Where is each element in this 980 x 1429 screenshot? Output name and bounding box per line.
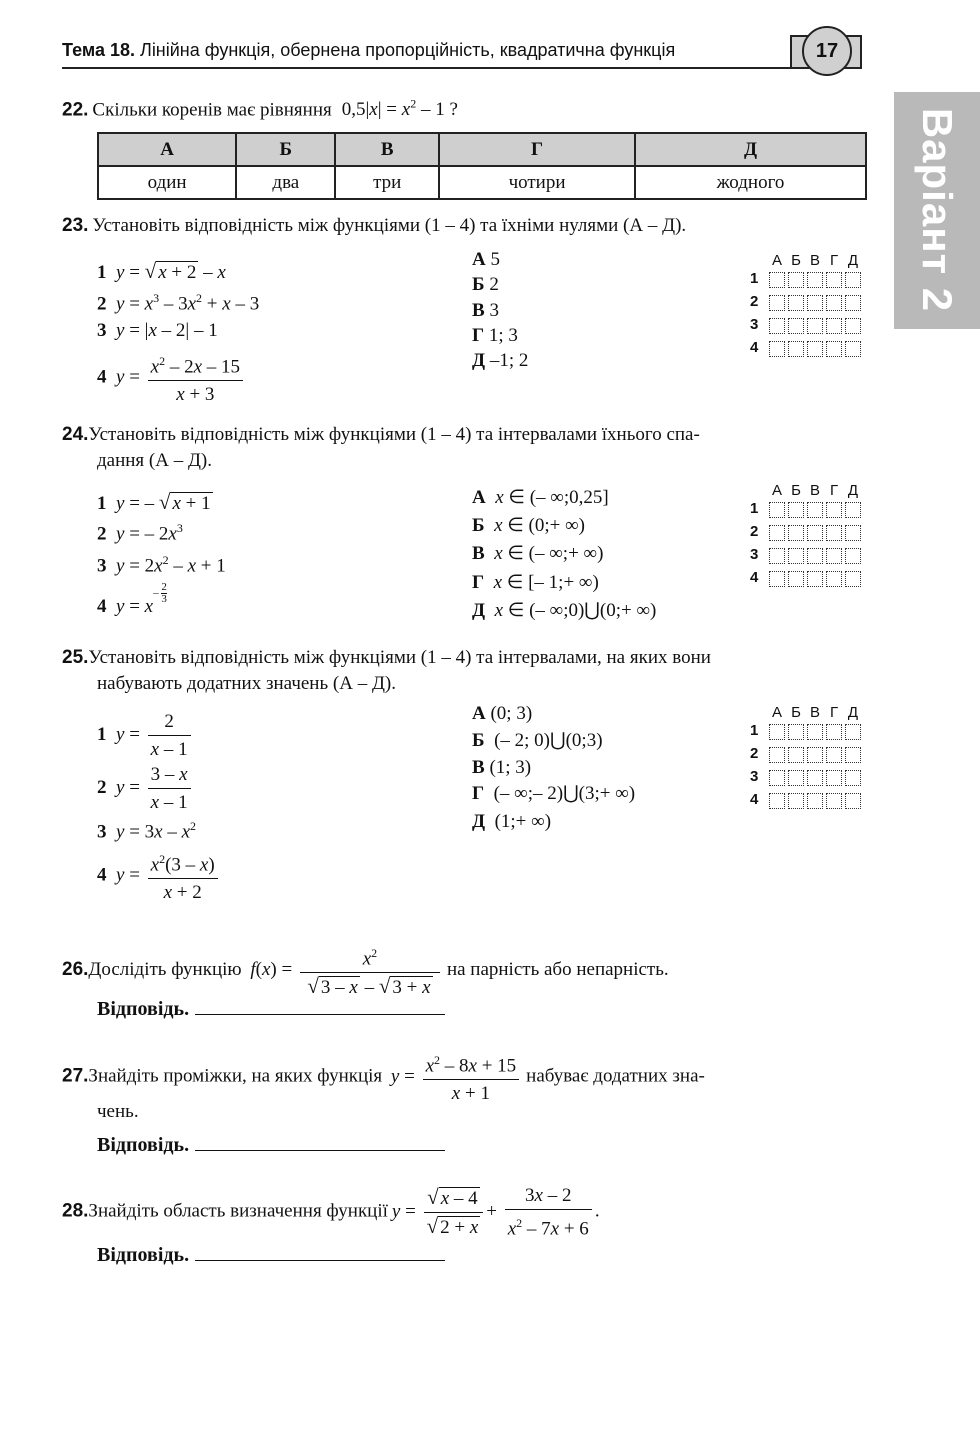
answer-checkbox[interactable] xyxy=(845,548,861,564)
option-24-v: В x ∈ (– ∞;+ ∞) xyxy=(472,543,604,564)
answer-checkbox[interactable] xyxy=(769,341,785,357)
answer-checkbox[interactable] xyxy=(826,770,842,786)
answer-checkbox[interactable] xyxy=(807,502,823,518)
function-25-2: 2 y = $\frac{3 - x}{x - 1}$ xyxy=(97,761,194,816)
question-text-after: набуває додатних зна- xyxy=(526,1065,705,1087)
answer-checkbox[interactable] xyxy=(807,341,823,357)
question-number: 25. xyxy=(62,647,89,668)
table-header: В xyxy=(335,133,439,166)
answer-checkbox[interactable] xyxy=(826,502,842,518)
answer-checkbox[interactable] xyxy=(769,272,785,288)
question-number: 28. xyxy=(62,1200,89,1222)
answer-checkbox[interactable] xyxy=(788,793,804,809)
option-24-g: Г x ∈ [– 1;+ ∞) xyxy=(472,572,599,593)
answer-checkbox[interactable] xyxy=(826,295,842,311)
question-27 xyxy=(62,1047,705,1107)
answer-line-27[interactable] xyxy=(97,1132,445,1157)
table-cell[interactable]: один xyxy=(98,166,236,199)
function-23-4: 4 y = $\frac{x^2 - 2x - 15}{x + 3}$ xyxy=(97,348,246,408)
topic-label: Тема 18. xyxy=(62,40,135,60)
function-24-1: 1 y = – √ x + 1 xyxy=(97,490,211,514)
variant-label: Варіант 2 xyxy=(914,107,961,313)
grid-column-label: Д xyxy=(847,252,859,269)
function-25-1: 1 y = $\frac{2}{x - 1}$ xyxy=(97,708,194,763)
table-header: А xyxy=(98,133,236,166)
answer-checkbox[interactable] xyxy=(769,525,785,541)
question-25 xyxy=(62,645,872,697)
answer-checkbox[interactable] xyxy=(769,770,785,786)
answer-checkbox[interactable] xyxy=(807,793,823,809)
answer-checkbox[interactable] xyxy=(788,272,804,288)
table-cell[interactable]: чотири xyxy=(439,166,635,199)
answer-checkbox[interactable] xyxy=(807,548,823,564)
topic-text: Лінійна функція, обернена пропорційність, квадратична функція xyxy=(140,40,676,60)
table-header: Г xyxy=(439,133,635,166)
answer-checkbox[interactable] xyxy=(807,525,823,541)
option-25-b: Б (– 2; 0)⋃(0;3) xyxy=(472,730,603,751)
grid-column-label: А xyxy=(771,704,782,721)
question-text: Установіть відповідність між функціями (1 – 4) та їхніми нулями (А – Д). xyxy=(92,215,687,236)
option-24-d: Д x ∈ (– ∞;0)⋃(0;+ ∞) xyxy=(472,600,657,621)
answer-checkbox[interactable] xyxy=(807,770,823,786)
function-25-3: 3 $y = 3x - x^2$ xyxy=(97,819,197,843)
grid-row-label: 2 xyxy=(750,293,759,310)
answer-checkbox[interactable] xyxy=(845,724,861,740)
question-text-cont: набувають додатних значень (А – Д). xyxy=(97,673,396,694)
question-number: 23. xyxy=(62,215,89,236)
answer-table-22 xyxy=(97,132,867,200)
grid-column-label: Б xyxy=(791,482,801,499)
answer-checkbox[interactable] xyxy=(826,341,842,357)
answer-checkbox[interactable] xyxy=(845,525,861,541)
header-rule xyxy=(62,67,862,69)
answer-grid-23[interactable] xyxy=(750,252,870,362)
grid-row-label: 1 xyxy=(750,270,759,287)
answer-checkbox[interactable] xyxy=(826,318,842,334)
answer-checkbox[interactable] xyxy=(769,571,785,587)
grid-column-label: Г xyxy=(829,704,839,721)
option-23-v: В 3 xyxy=(472,300,499,321)
answer-checkbox[interactable] xyxy=(845,793,861,809)
answer-checkbox[interactable] xyxy=(845,341,861,357)
answer-checkbox[interactable] xyxy=(769,318,785,334)
answer-checkbox[interactable] xyxy=(807,724,823,740)
question-text: Скільки коренів має рівняння xyxy=(92,99,332,121)
grid-column-label: Б xyxy=(791,252,801,269)
answer-checkbox[interactable] xyxy=(788,571,804,587)
option-25-a: А (0; 3) xyxy=(472,703,533,724)
answer-checkbox[interactable] xyxy=(788,341,804,357)
answer-checkbox[interactable] xyxy=(807,272,823,288)
table-header: Д xyxy=(635,133,866,166)
question-27-cont: чень. xyxy=(97,1101,139,1122)
answer-checkbox[interactable] xyxy=(788,318,804,334)
answer-checkbox[interactable] xyxy=(788,724,804,740)
grid-row-label: 1 xyxy=(750,722,759,739)
option-24-a: А x ∈ (– ∞;0,25] xyxy=(472,487,609,508)
grid-row-label: 3 xyxy=(750,768,759,785)
option-23-g: Г 1; 3 xyxy=(472,325,518,346)
equation: $0,5|x| = x^2 - 1$ ? xyxy=(341,97,458,121)
option-23-b: Б 2 xyxy=(472,274,499,295)
question-text: Дослідіть функцію xyxy=(88,959,242,981)
option-23-a: А 5 xyxy=(472,249,500,270)
answer-checkbox[interactable] xyxy=(845,272,861,288)
answer-label: Відповідь. xyxy=(97,1134,190,1156)
question-number: 26. xyxy=(62,959,89,981)
function-23-1: 1 y = √ x + 2 – x xyxy=(97,259,226,283)
grid-row-label: 4 xyxy=(750,339,759,356)
answer-checkbox[interactable] xyxy=(769,548,785,564)
answer-checkbox[interactable] xyxy=(807,318,823,334)
question-26 xyxy=(62,940,669,1001)
table-cell[interactable]: три xyxy=(335,166,439,199)
question-24 xyxy=(62,422,862,474)
answer-checkbox[interactable] xyxy=(788,747,804,763)
question-28 xyxy=(62,1182,600,1242)
grid-column-label: А xyxy=(771,482,782,499)
answer-checkbox[interactable] xyxy=(788,295,804,311)
function-23-2: 2 $y = x^3 - 3x^2 + x - 3$ xyxy=(97,291,260,315)
question-text: Установіть відповідність між функціями (1 – 4) та інтервалами їхнього спа- xyxy=(88,424,700,445)
formula-27: y = $\frac{x^2 - 8x + 15}{x + 1}$ xyxy=(386,1066,522,1087)
answer-grid-25[interactable] xyxy=(750,704,870,814)
grid-column-label: А xyxy=(771,252,782,269)
variant-banner xyxy=(894,92,980,329)
table-header: Б xyxy=(236,133,335,166)
answer-label: Відповідь. xyxy=(97,998,190,1020)
grid-column-label: В xyxy=(809,482,820,499)
question-number: 24. xyxy=(62,424,89,445)
option-25-d: Д (1;+ ∞) xyxy=(472,811,552,832)
function-25-4: 4 y = $\frac{x^2(3 - x)}{x + 2}$ xyxy=(97,846,221,906)
grid-column-label: Г xyxy=(829,252,839,269)
option-24-b: Б x ∈ (0;+ ∞) xyxy=(472,515,585,536)
function-24-2: 2 y = – $2x^3$ xyxy=(97,521,183,545)
answer-checkbox[interactable] xyxy=(769,724,785,740)
answer-checkbox[interactable] xyxy=(788,502,804,518)
question-text-cont: дання (А – Д). xyxy=(97,450,213,471)
answer-checkbox[interactable] xyxy=(788,770,804,786)
answer-checkbox[interactable] xyxy=(826,724,842,740)
answer-checkbox[interactable] xyxy=(788,525,804,541)
answer-grid-24[interactable] xyxy=(750,482,870,592)
answer-checkbox[interactable] xyxy=(769,295,785,311)
grid-row-label: 3 xyxy=(750,546,759,563)
question-number: 27. xyxy=(62,1065,89,1087)
question-number: 22. xyxy=(62,99,89,121)
answer-checkbox[interactable] xyxy=(845,770,861,786)
answer-checkbox[interactable] xyxy=(807,747,823,763)
answer-checkbox[interactable] xyxy=(845,502,861,518)
function-23-3: 3 y = |x – 2| – 1 xyxy=(97,320,218,341)
grid-row-label: 2 xyxy=(750,523,759,540)
option-23-d: Д –1; 2 xyxy=(472,350,529,371)
question-text: Знайдіть область визначення функції xyxy=(88,1200,388,1222)
answer-checkbox[interactable] xyxy=(788,548,804,564)
question-22 xyxy=(62,97,458,121)
grid-column-label: Г xyxy=(829,482,839,499)
answer-checkbox[interactable] xyxy=(826,571,842,587)
answer-checkbox[interactable] xyxy=(807,571,823,587)
grid-row-label: 3 xyxy=(750,316,759,333)
answer-checkbox[interactable] xyxy=(769,502,785,518)
function-24-3: 3 $y = 2x^2 - x + 1$ xyxy=(97,553,226,577)
question-23 xyxy=(62,215,686,237)
answer-checkbox[interactable] xyxy=(826,548,842,564)
grid-column-label: В xyxy=(809,252,820,269)
answer-checkbox[interactable] xyxy=(845,747,861,763)
grid-column-label: Д xyxy=(847,482,859,499)
table-cell[interactable]: два xyxy=(236,166,335,199)
answer-line-28[interactable] xyxy=(97,1242,445,1267)
option-25-g: Г (– ∞;– 2)⋃(3;+ ∞) xyxy=(472,783,636,804)
question-text: Знайдіть проміжки, на яких функція xyxy=(88,1065,383,1087)
answer-checkbox[interactable] xyxy=(769,747,785,763)
answer-label: Відповідь. xyxy=(97,1244,190,1266)
answer-checkbox[interactable] xyxy=(769,793,785,809)
formula-28: y = $\frac{√ x - 4}{√ 2 + x}$ + $\frac{3x - 2}{x^2 - 7x + 6}$ xyxy=(392,1201,595,1222)
grid-column-label: В xyxy=(809,704,820,721)
answer-checkbox[interactable] xyxy=(826,747,842,763)
answer-checkbox[interactable] xyxy=(826,525,842,541)
page-header-title xyxy=(62,40,675,61)
question-text: Установіть відповідність між функціями (1 – 4) та інтервалами, на яких вони xyxy=(88,647,711,668)
answer-checkbox[interactable] xyxy=(826,272,842,288)
function-24-4: 4 y = x– $\frac{2}{3}$ xyxy=(97,580,167,617)
grid-row-label: 2 xyxy=(750,745,759,762)
answer-checkbox[interactable] xyxy=(807,295,823,311)
option-25-v: В (1; 3) xyxy=(472,757,532,778)
answer-checkbox[interactable] xyxy=(845,295,861,311)
formula-26: f(x) = $\frac{x^2}{√ 3 - x - √ 3 + x}$ xyxy=(246,959,443,980)
question-text-after: . xyxy=(594,1200,600,1222)
answer-checkbox[interactable] xyxy=(845,571,861,587)
grid-row-label: 4 xyxy=(750,791,759,808)
question-text-after: на парність або непарність. xyxy=(446,959,669,981)
table-cell[interactable]: жодного xyxy=(635,166,866,199)
grid-column-label: Д xyxy=(847,704,859,721)
answer-checkbox[interactable] xyxy=(845,318,861,334)
grid-row-label: 4 xyxy=(750,569,759,586)
grid-column-label: Б xyxy=(791,704,801,721)
answer-checkbox[interactable] xyxy=(826,793,842,809)
grid-row-label: 1 xyxy=(750,500,759,517)
page-number: 17 xyxy=(802,26,852,76)
answer-line-26[interactable] xyxy=(97,996,445,1021)
